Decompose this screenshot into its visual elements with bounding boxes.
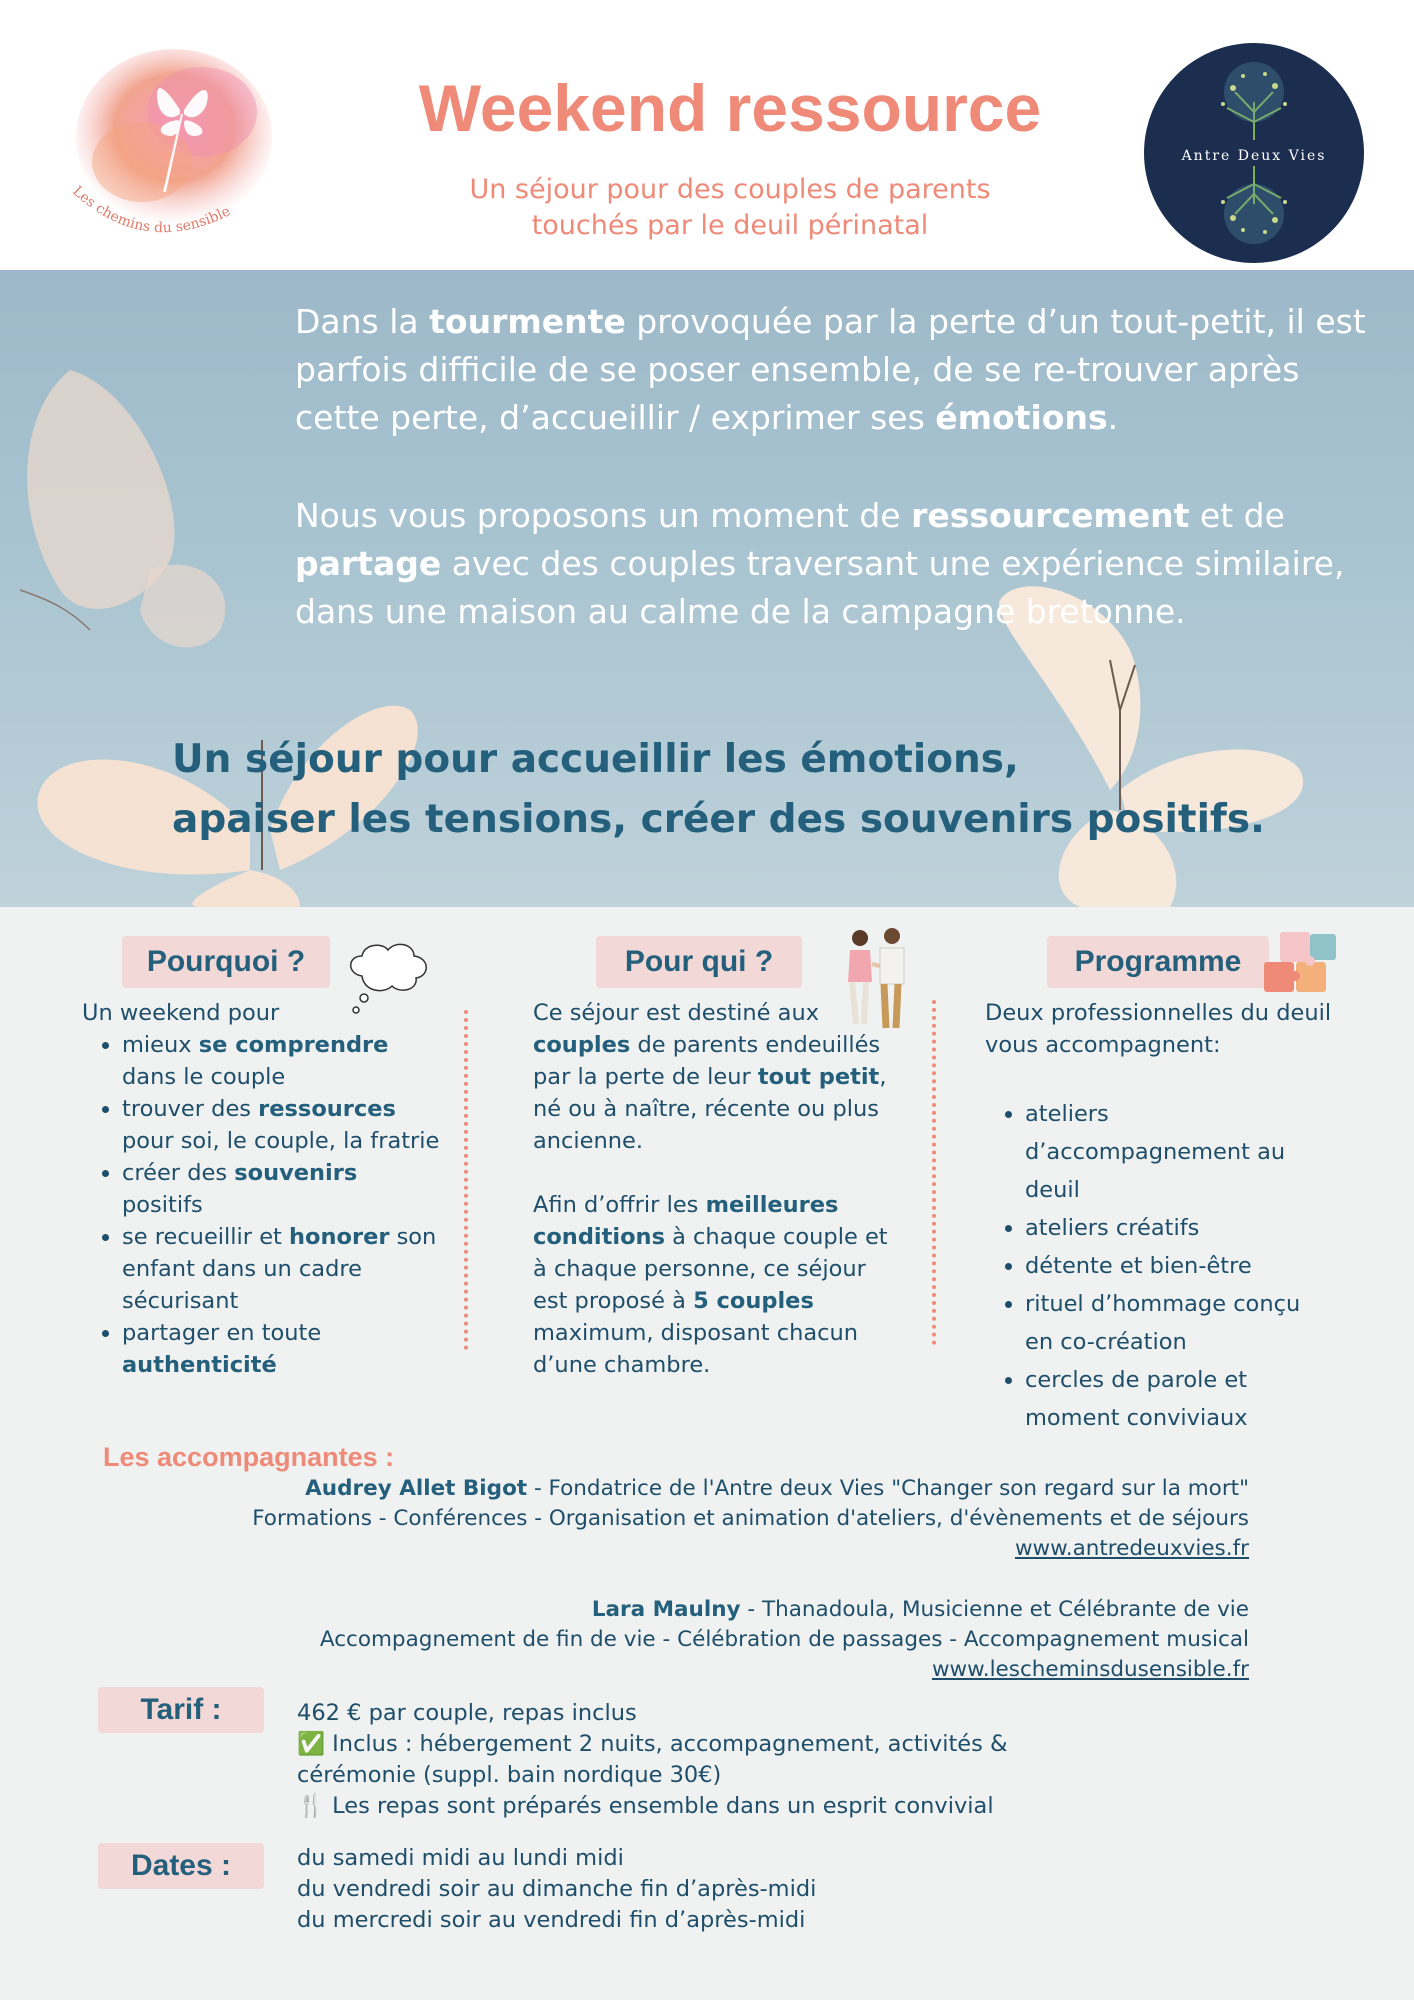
dragonfly-logo [62,42,282,257]
emphasis: honorer [289,1224,390,1250]
emphasis: émotions [935,398,1108,437]
column-divider [932,1000,940,1345]
text: Nous vous proposons un moment de [295,496,912,535]
list-item [122,1221,442,1317]
tagline-line: apaiser les tensions, créer des souvenirs positifs. [172,797,1265,842]
companion-activities: Formations - Conférences - Organisation et animation d'ateliers, d'évènements et de séjours [252,1506,1249,1531]
who-paragraph-1 [533,997,903,1157]
companion-1 [252,1474,1249,1564]
hero-tagline [172,730,1322,850]
program-content [985,997,1335,1437]
price-line: cérémonie (suppl. bain nordique 30€) [297,1762,722,1788]
text: partager en toute [122,1320,322,1346]
companion-website-link[interactable]: www.antredeuxvies.fr [1014,1536,1249,1561]
list-item: • ateliers créatifs [1025,1209,1335,1247]
text: à chaque couple et à chaque personne, ce séjour est proposé à [533,1224,888,1314]
subtitle-line: touchés par le deuil périnatal [531,210,929,241]
companions-heading: Les accompagnantes : [103,1442,395,1472]
date-line: du mercredi soir au vendredi fin d’après-midi [297,1907,806,1933]
companion-activities: Accompagnement de fin de vie - Célébration de passages - Accompagnement musical [319,1627,1249,1652]
emphasis: meilleures conditions [533,1192,839,1250]
text: maximum, disposant chacun d’une chambre. [533,1320,859,1378]
why-content [82,997,442,1381]
who-content [533,997,903,1381]
program-list [985,1095,1335,1437]
list-item [122,1093,442,1157]
page-subtitle [400,172,1060,244]
companion-title [252,1474,1249,1504]
spacer [985,1061,1335,1095]
emphasis: se comprendre [198,1032,389,1058]
page-title: Weekend ressource [418,71,1042,145]
puzzle-icon [1262,928,1340,996]
hero-paragraph-1 [295,298,1375,442]
text: Ce séjour est destiné aux [533,1000,820,1026]
text: dans le couple [122,1064,286,1090]
dates-heading: Dates : [98,1843,264,1889]
text: créer des [122,1160,235,1186]
emphasis: tout petit [757,1064,880,1090]
companion-2 [320,1595,1249,1685]
who-heading: Pour qui ? [596,936,802,988]
text: provoquée par la perte d’un tout-petit, il est parfois difficile de se poser ensemble, de se re-trouver après cette perte, d’accueillir / exprimer ses [295,302,1366,437]
logo-right-text: Antre Deux Vies [1181,148,1327,164]
text: de parents endeuillés par la perte de leur [533,1032,881,1090]
emphasis: partage [295,544,442,583]
emphasis: souvenirs [234,1160,358,1186]
spacer [533,1157,903,1189]
hero-banner [0,270,1414,907]
text: et de [1189,496,1285,535]
text: Afin d’offrir les [533,1192,706,1218]
emphasis: ressourcement [911,496,1190,535]
companion-website-link[interactable]: www.lescheminsdusensible.fr [931,1657,1249,1682]
text: mieux [122,1032,199,1058]
program-heading: Programme [1047,936,1269,988]
list-item: • cercles de parole et moment conviviaux [1025,1361,1335,1437]
companion-title [320,1595,1249,1625]
subtitle-line: Un séjour pour des couples de parents [469,174,991,205]
tagline-line: Un séjour pour accueillir les émotions, [172,737,1019,782]
text: positifs [122,1192,203,1218]
list-item [122,1029,442,1093]
emphasis: ressources [258,1096,396,1122]
list-item: • rituel d’hommage conçu en co-création [1025,1285,1335,1361]
list-item: • détente et bien-être [1025,1247,1335,1285]
why-list [82,1029,442,1381]
why-heading: Pourquoi ? [122,936,330,988]
text: . [1107,398,1119,437]
price-line: 462 € par couple, repas inclus [297,1700,637,1726]
program-intro: Deux professionnelles du deuil vous accompagnent: [985,1000,1332,1058]
text: son enfant dans un cadre sécurisant [122,1224,437,1314]
date-line: du samedi midi au lundi midi [297,1845,624,1871]
text: avec des couples traversant une expérience similaire, dans une maison au calme de la campagne bretonne. [295,544,1345,631]
emphasis: authenticité [122,1352,277,1378]
price-heading: Tarif : [98,1687,264,1733]
hero-paragraph-2 [295,492,1375,636]
column-divider [464,1010,472,1350]
text: trouver des [122,1096,259,1122]
text: Dans la [295,302,430,341]
logo-left-text: Les chemins du sensible [69,183,234,237]
text: se recueillir et [122,1224,290,1250]
text: , né ou à naître, récente ou plus ancienne. [533,1064,887,1154]
why-intro: Un weekend pour [82,1000,280,1026]
price-details [297,1698,1008,1822]
emphasis: couples [533,1032,631,1058]
companion-role: - Thanadoula, Musicienne et Célébrante de vie [740,1597,1249,1622]
list-item: • ateliers d’accompagnement au deuil [1025,1095,1335,1209]
header [0,0,1414,270]
who-paragraph-2 [533,1189,903,1381]
emphasis: 5 couples [693,1288,814,1314]
emphasis: tourmente [429,302,626,341]
date-line: du vendredi soir au dimanche fin d’après-midi [297,1876,817,1902]
companion-name: Audrey Allet Bigot [305,1476,528,1501]
dates-details [297,1843,816,1936]
text: pour soi, le couple, la fratrie [122,1128,440,1154]
price-line: ✅ Inclus : hébergement 2 nuits, accompagnement, activités & [297,1731,1008,1757]
tree-logo [1143,42,1365,264]
list-item [122,1317,442,1381]
price-line: 🍴 Les repas sont préparés ensemble dans un esprit convivial [297,1793,994,1819]
list-item [122,1157,442,1221]
companion-name: Lara Maulny [591,1597,741,1622]
companion-role: - Fondatrice de l'Antre deux Vies "Changer son regard sur la mort" [527,1476,1249,1501]
